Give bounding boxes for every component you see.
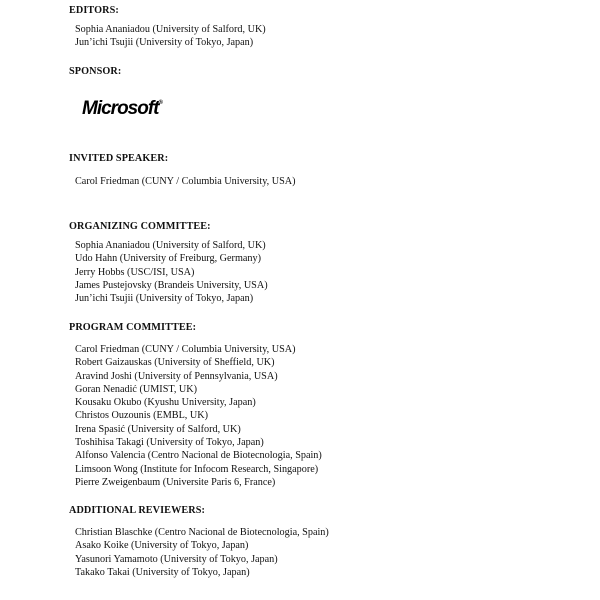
speaker-entry: Carol Friedman (CUNY / Columbia University, USA)	[75, 176, 296, 187]
committee-member: Toshihisa Takagi (University of Tokyo, Japan)	[75, 437, 264, 449]
program-committee-heading: PROGRAM COMMITTEE:	[69, 322, 197, 333]
committee-member: Limsoon Wong (Institute for Infocom Research, Singapore)	[75, 463, 319, 475]
program-committee-section	[69, 322, 322, 489]
invited-speaker-list	[69, 175, 296, 188]
editors-list	[69, 23, 266, 50]
organizing-committee-list	[69, 239, 268, 305]
committee-member: Alfonso Valencia (Centro Nacional de Biotecnologia, Spain)	[75, 450, 322, 462]
editors-heading: EDITORS:	[69, 5, 119, 16]
reviewer-entry: Yasunori Yamamoto (University of Tokyo, Japan)	[75, 553, 278, 565]
reviewer-entry: Christian Blaschke (Centro Nacional de Biotecnologia, Spain)	[75, 527, 329, 538]
committee-member: Jerry Hobbs (USC/ISI, USA)	[75, 266, 195, 278]
organizing-committee-section	[69, 221, 268, 305]
logo-text: Microsoft	[82, 98, 159, 119]
committee-member: Aravind Joshi (University of Pennsylvania, USA)	[75, 370, 278, 382]
additional-reviewers-list	[69, 526, 329, 579]
editors-section	[69, 5, 266, 50]
reviewer-entry: Asako Koike (University of Tokyo, Japan)	[75, 540, 249, 552]
committee-member: Sophia Ananiadou (University of Salford, UK)	[75, 240, 266, 251]
committee-member: James Pustejovsky (Brandeis University, USA)	[75, 279, 268, 291]
additional-reviewers-section	[69, 505, 329, 579]
editor-entry: Sophia Ananiadou (University of Salford, UK)	[75, 24, 266, 35]
invited-speaker-heading: INVITED SPEAKER:	[69, 153, 169, 164]
sponsor-section	[69, 66, 121, 78]
program-committee-list	[69, 343, 322, 489]
reviewer-entry: Takako Takai (University of Tokyo, Japan)	[75, 566, 250, 578]
committee-member: Goran Nenadić (UMIST, UK)	[75, 383, 198, 395]
registered-mark: ®	[158, 100, 163, 106]
microsoft-logo	[82, 92, 163, 120]
committee-member: Carol Friedman (CUNY / Columbia University, USA)	[75, 344, 296, 355]
committee-member: Irena Spasić (University of Salford, UK)	[75, 423, 241, 435]
invited-speaker-section	[69, 153, 296, 188]
additional-reviewers-heading: ADDITIONAL REVIEWERS:	[69, 505, 205, 516]
committee-member: Christos Ouzounis (EMBL, UK)	[75, 410, 208, 422]
sponsor-heading: SPONSOR:	[69, 66, 122, 77]
committee-member: Pierre Zweigenbaum (Universite Paris 6, France)	[75, 476, 276, 488]
committee-member: Udo Hahn (University of Freiburg, Germany)	[75, 253, 261, 265]
organizing-committee-heading: ORGANIZING COMMITTEE:	[69, 221, 211, 232]
committee-member: Jun’ichi Tsujii (University of Tokyo, Japan)	[75, 293, 254, 305]
editor-entry: Jun’ichi Tsujii (University of Tokyo, Japan)	[75, 37, 254, 49]
committee-member: Robert Gaizauskas (University of Sheffield, UK)	[75, 357, 275, 369]
committee-member: Kousaku Okubo (Kyushu University, Japan)	[75, 397, 256, 409]
